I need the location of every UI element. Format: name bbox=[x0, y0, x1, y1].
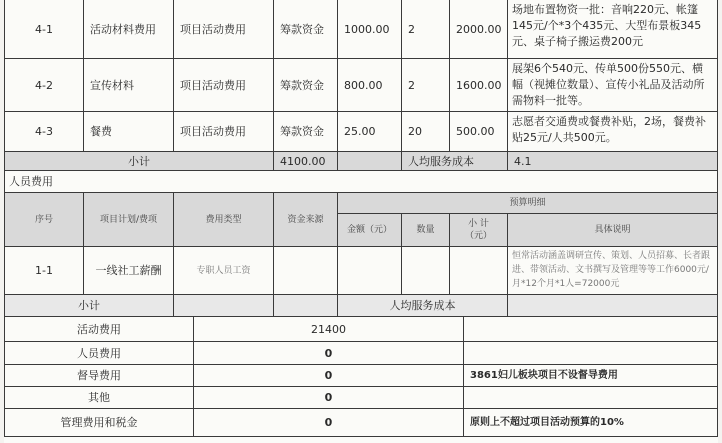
header-qty: 数量 bbox=[402, 214, 450, 247]
row-source: 筹款资金 bbox=[274, 112, 338, 152]
empty-cell bbox=[508, 295, 718, 317]
row-code: 4-3 bbox=[4, 112, 84, 152]
row-description: 展架6个540元、传单500份550元、横幅（视摊位数量）、宣传小礼品及活动所需物料一批等。 bbox=[508, 59, 718, 112]
header-subtotal-line2: （元） bbox=[464, 231, 492, 241]
summary-value: 21400 bbox=[194, 317, 464, 342]
personnel-row-description: 恒常活动涵盖调研宣传、策划、人员招募、长者跟进、带领活动、文书撰写及管理等等工作6000元/月*12个月*1人=72000元 bbox=[508, 247, 718, 295]
materials-subtotal-total: 4100.00 bbox=[274, 152, 338, 171]
summary-value: 0 bbox=[194, 409, 464, 437]
row-amount: 25.00 bbox=[338, 112, 402, 152]
row-source: 筹款资金 bbox=[274, 0, 338, 59]
row-description: 场地布置物资一批：音响220元、帐篷145元/个*3个435元、大型布景板345元、桌子椅子搬运费200元 bbox=[508, 0, 718, 59]
header-fee-type: 费用类型 bbox=[174, 193, 274, 247]
row-qty: 2 bbox=[402, 0, 450, 59]
summary-label: 活动费用 bbox=[4, 317, 194, 342]
empty-cell bbox=[174, 295, 274, 317]
summary-note: 原则上不超过项目活动预算的10% bbox=[464, 409, 718, 437]
materials-per-capita-value: 4.1 bbox=[508, 152, 718, 171]
materials-per-capita-label: 人均服务成本 bbox=[402, 152, 508, 171]
row-subtotal: 1600.00 bbox=[450, 59, 508, 112]
row-item: 餐费 bbox=[84, 112, 174, 152]
empty-cell bbox=[450, 247, 508, 295]
empty-cell bbox=[338, 247, 402, 295]
header-amount: 金额（元） bbox=[338, 214, 402, 247]
summary-label: 人员费用 bbox=[4, 342, 194, 365]
summary-value: 0 bbox=[194, 365, 464, 387]
row-description: 志愿者交通费或餐费补贴，2场，餐费补贴25元/人共500元。 bbox=[508, 112, 718, 152]
row-code: 4-1 bbox=[4, 0, 84, 59]
personnel-subtotal-label: 小计 bbox=[4, 295, 174, 317]
row-amount: 800.00 bbox=[338, 59, 402, 112]
empty-cell bbox=[402, 247, 450, 295]
personnel-row-code: 1-1 bbox=[4, 247, 84, 295]
summary-label: 其他 bbox=[4, 387, 194, 409]
header-budget-detail: 预算明细 bbox=[338, 193, 718, 214]
row-item: 宣传材料 bbox=[84, 59, 174, 112]
budget-table-sheet bbox=[4, 0, 718, 443]
summary-label: 督导费用 bbox=[4, 365, 194, 387]
summary-note bbox=[464, 342, 718, 365]
personnel-row-fee-type: 专职人员工资 bbox=[174, 247, 274, 295]
summary-value: 0 bbox=[194, 342, 464, 365]
empty-cell bbox=[274, 247, 338, 295]
row-qty: 2 bbox=[402, 59, 450, 112]
header-description: 具体说明 bbox=[508, 214, 718, 247]
summary-note bbox=[464, 317, 718, 342]
header-code: 序号 bbox=[4, 193, 84, 247]
row-source: 筹款资金 bbox=[274, 59, 338, 112]
summary-value: 0 bbox=[194, 387, 464, 409]
empty-cell bbox=[338, 152, 402, 171]
row-fee-type: 项目活动费用 bbox=[174, 112, 274, 152]
row-qty: 20 bbox=[402, 112, 450, 152]
header-subtotal-line1: 小 计 bbox=[468, 219, 489, 229]
header-item: 项目计划/费项 bbox=[84, 193, 174, 247]
empty-cell bbox=[274, 295, 338, 317]
row-code: 4-2 bbox=[4, 59, 84, 112]
header-subtotal bbox=[450, 214, 508, 247]
row-fee-type: 项目活动费用 bbox=[174, 59, 274, 112]
row-subtotal: 500.00 bbox=[450, 112, 508, 152]
row-item: 活动材料费用 bbox=[84, 0, 174, 59]
materials-subtotal-label: 小计 bbox=[4, 152, 274, 171]
row-subtotal: 2000.00 bbox=[450, 0, 508, 59]
personnel-per-capita-label: 人均服务成本 bbox=[338, 295, 508, 317]
personnel-row-item: 一线社工薪酬 bbox=[84, 247, 174, 295]
summary-note bbox=[464, 387, 718, 409]
row-fee-type: 项目活动费用 bbox=[174, 0, 274, 59]
row-amount: 1000.00 bbox=[338, 0, 402, 59]
summary-note: 3861妇儿板块项目不设督导费用 bbox=[464, 365, 718, 387]
header-source: 资金来源 bbox=[274, 193, 338, 247]
summary-label: 管理费用和税金 bbox=[4, 409, 194, 437]
personnel-section-title: 人员费用 bbox=[4, 171, 718, 193]
